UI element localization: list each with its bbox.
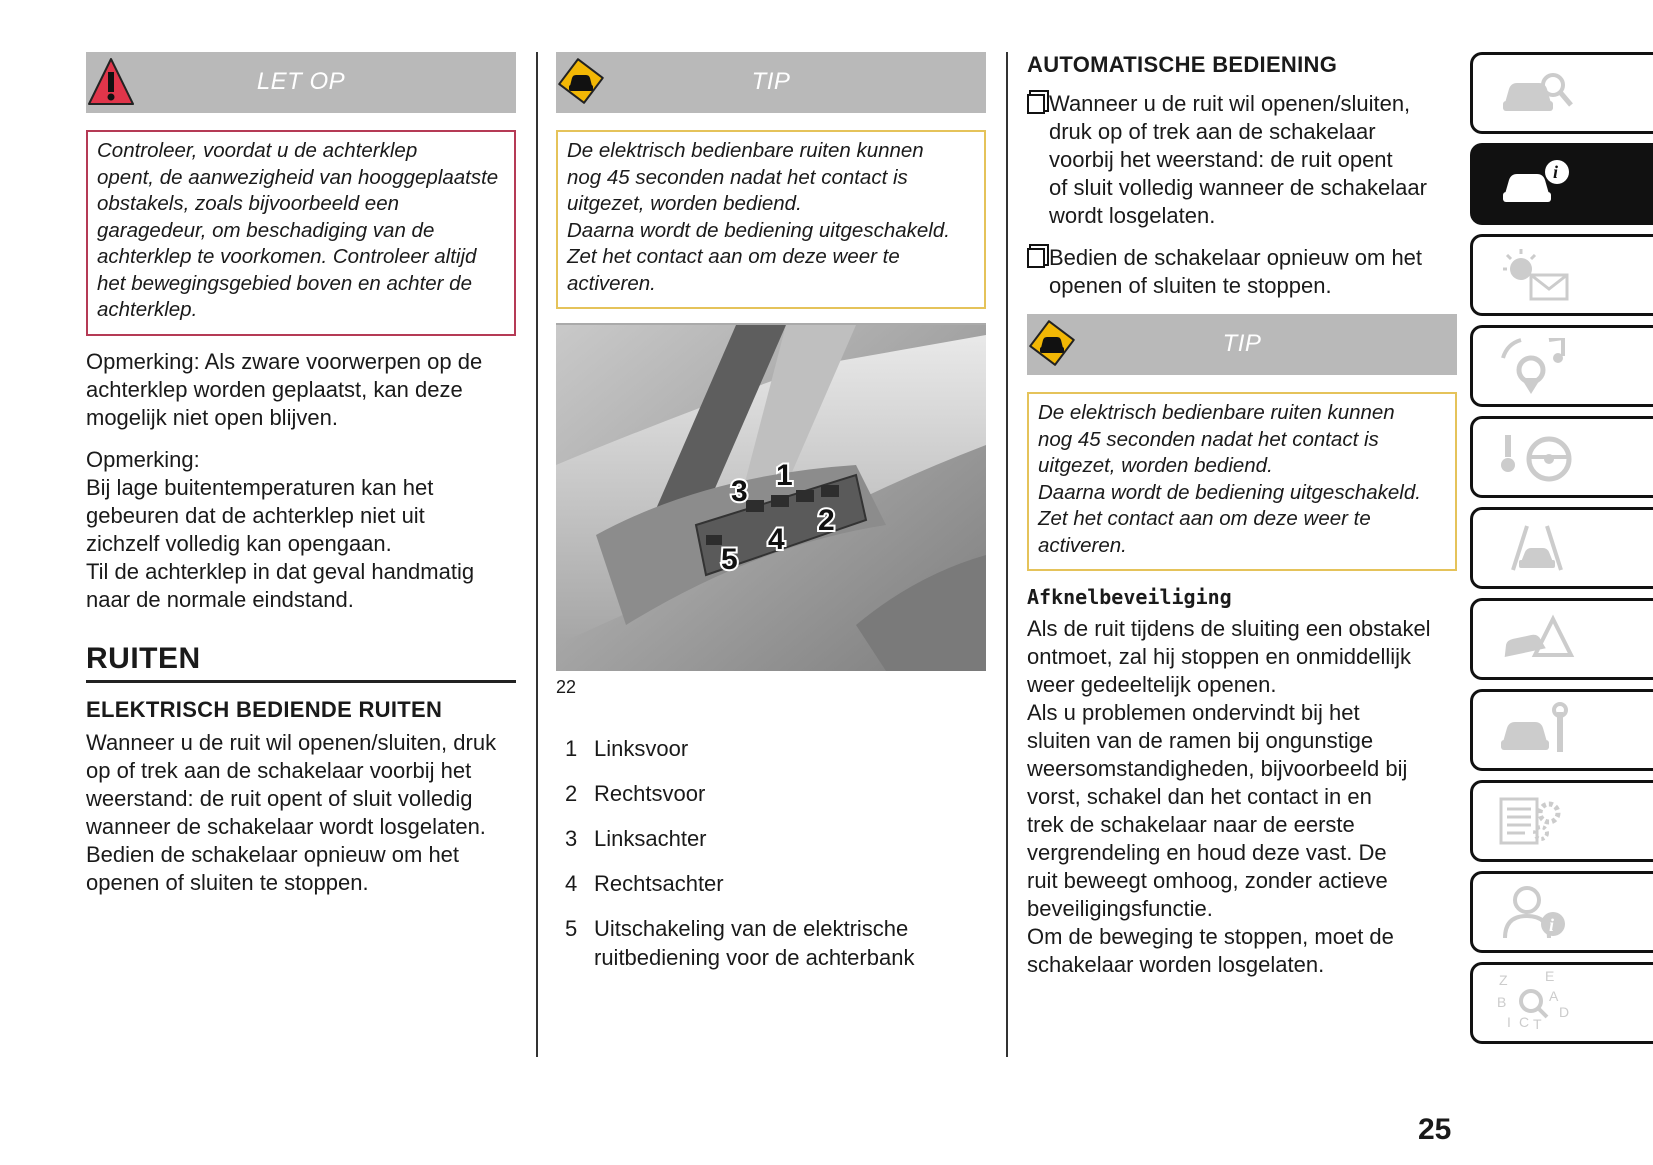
tip-text: De elektrisch bedienbare ruiten kunnen nog 45 seconden nadat het contact is uitgezet, worden bediend. Daarna wordt de bediening uitgeschakeld. Zet het contact aan om deze weer te activeren. bbox=[1027, 392, 1457, 571]
automatic-heading: AUTOMATISCHE BEDIENING bbox=[1027, 52, 1338, 77]
anti-pinch-heading: Afknelbeveiliging bbox=[1027, 585, 1232, 609]
tip-title: TIP bbox=[1222, 330, 1262, 357]
svg-text:i: i bbox=[1553, 162, 1559, 182]
svg-text:Z: Z bbox=[1499, 972, 1508, 988]
tab-car-search[interactable] bbox=[1470, 52, 1653, 134]
tab-technical-data[interactable] bbox=[1470, 780, 1653, 862]
chapter-tabs bbox=[1470, 52, 1653, 1053]
tab-car-info[interactable] bbox=[1470, 143, 1653, 225]
figure-callout-5: 5 bbox=[721, 543, 738, 576]
warning-header bbox=[86, 52, 516, 113]
note-1: Opmerking: Als zware voorwerpen op de bbox=[86, 348, 483, 374]
tab-driving[interactable] bbox=[1470, 507, 1653, 589]
technical-data-icon bbox=[1497, 793, 1577, 849]
checkbox-bullet-icon bbox=[1027, 90, 1049, 230]
figure-callout-4: 4 bbox=[768, 523, 785, 556]
figure-callout-2: 2 bbox=[818, 504, 835, 537]
tab-index[interactable] bbox=[1470, 962, 1653, 1044]
tab-maintenance[interactable] bbox=[1470, 689, 1653, 771]
note-2-label: Opmerking: bbox=[86, 446, 200, 472]
bullet-item: Bedien de schakelaar opnieuw om het openen of sluiten te stoppen. bbox=[1027, 244, 1457, 300]
page-number: 25 bbox=[1418, 1113, 1452, 1146]
svg-text:D: D bbox=[1559, 1004, 1570, 1020]
svg-text:I: I bbox=[1507, 1014, 1511, 1030]
legend-item: 1 Linksvoor bbox=[565, 736, 689, 761]
warning-title: LET OP bbox=[256, 68, 346, 95]
section-title: RUITEN bbox=[86, 641, 201, 675]
column-middle bbox=[556, 52, 986, 988]
tab-warning-lights[interactable] bbox=[1470, 234, 1653, 316]
tip-text: De elektrisch bedienbare ruiten kunnen nog 45 seconden nadat het contact is uitgezet, worden bediend. Daarna wordt de bediening uitgeschakeld. Zet het contact aan om deze weer te activeren. bbox=[556, 130, 986, 309]
tip-title: TIP bbox=[751, 68, 791, 95]
checkbox-bullet-icon bbox=[1027, 244, 1049, 300]
tab-media[interactable] bbox=[1470, 325, 1653, 407]
svg-text:E: E bbox=[1545, 971, 1555, 984]
svg-text:i: i bbox=[1549, 915, 1555, 935]
warning-light-message-icon bbox=[1497, 247, 1577, 303]
door-panel-illustration bbox=[556, 325, 986, 671]
svg-text:A: A bbox=[1549, 988, 1559, 1004]
warning-text: Controleer, voordat u de achterklep opent, de aanwezigheid van hooggeplaatste obstakels, zoals bijvoorbeeld een garagedeur, om beschadiging van de achterklep te voorkomen. Controleer altijd het bewegingsgebied boven en achter de achterklep. bbox=[86, 130, 516, 336]
customer-info-icon bbox=[1497, 884, 1577, 940]
legend-item: 2 Rechtsvoor bbox=[565, 781, 706, 806]
column-divider bbox=[1006, 52, 1008, 1057]
figure-callout-3: 3 bbox=[731, 475, 748, 508]
figure-number: 22 bbox=[556, 677, 577, 697]
emergency-icon bbox=[1497, 611, 1577, 667]
svg-text:T: T bbox=[1533, 1016, 1542, 1031]
svg-text:B: B bbox=[1497, 994, 1507, 1010]
figure-legend bbox=[556, 734, 986, 972]
column-divider bbox=[536, 52, 538, 1057]
column-left: LET OP Controleer, voordat u de achterklep opent, de aanwezigheid van hooggeplaatste obstakels, zoals bijvoorbeeld een garagedeur, om beschadiging van de achterklep te voorkomen. Controleer altijd het bewegingsgebied boven en achter de achterklep. Opmerking: Als zware voorwerpen op de achterklep worden geplaatst, kan deze mogelijk niet open blijven. Opmerking: Bij lage buitentemperaturen kan het gebeuren dat de achterklep niet uit zichzelf volledig kan opengaan. Til de achterklep in dat geval handmatig naar de normale eindstand. RUITEN ELEKTRISCH BEDIENDE RUITEN Wanneer u de ruit wil openen/sluiten, druk op of trek aan de schakelaar voorbij het weerstand: de ruit opent of sluit volledig wanneer de schakelaar wordt losgelaten. Bedien de schakelaar opnieuw om het openen of sluiten te stoppen. bbox=[86, 52, 516, 897]
figure-callout-1: 1 bbox=[776, 459, 793, 492]
maintenance-icon bbox=[1497, 702, 1577, 758]
subsection-title: ELEKTRISCH BEDIENDE RUITEN bbox=[86, 696, 443, 722]
tab-emergency[interactable] bbox=[1470, 598, 1653, 680]
driving-assist-icon bbox=[1497, 520, 1577, 576]
car-info-icon bbox=[1497, 156, 1577, 212]
tab-steering[interactable] bbox=[1470, 416, 1653, 498]
media-navigation-icon bbox=[1497, 338, 1577, 394]
legend-item: 4 Rechtsachter bbox=[565, 871, 724, 896]
index-icon bbox=[1497, 971, 1577, 1031]
svg-text:C: C bbox=[1519, 1014, 1530, 1030]
door-panel-figure bbox=[556, 323, 986, 671]
tip-header bbox=[1027, 314, 1457, 375]
legend-item: 5 Uitschakeling van de elektrische ruitbediening voor de achterbank bbox=[565, 916, 915, 970]
tip-header bbox=[556, 52, 986, 113]
bullet-item: Wanneer u de ruit wil openen/sluiten, druk op of trek aan de schakelaar voorbij het weerstand: de ruit opent of sluit volledig wanneer de schakelaar wordt losgelaten. bbox=[1027, 90, 1457, 230]
steering-wheel-icon bbox=[1497, 429, 1577, 485]
car-search-icon bbox=[1497, 65, 1577, 121]
tab-customer-info[interactable] bbox=[1470, 871, 1653, 953]
column-right: AUTOMATISCHE BEDIENING Wanneer u de ruit wil openen/sluiten, druk op of trek aan de schakelaar voorbij het weerstand: de ruit opent of sluit volledig wanneer de schakelaar wordt losgelaten. Bedien de schakelaar opnieuw om het openen of sluiten te stoppen. TIP De elektrisch bedienbare ruiten kunnen nog 45 seconden nadat het contact is uitgezet, worden bediend. Daarna wordt de bediening uitgeschakeld. Zet het contact aan om deze weer te activeren. Afknelbeveiliging Als de ruit tijdens de sluiting een obstakel ontmoet, zal hij stoppen en onmiddellijk weer gedeeltelijk openen. Als u problemen ondervindt bij het sluiten van de ramen bij ongunstige weersomstandigheden, bijvoorbeeld bij vorst, schakel dan het contact in en trek de schakelaar naar de eerste vergrendeling en houd deze vast. De ruit beweegt omhoog, zonder actieve beveiligingsfunctie. Om de beweging te stoppen, moet de schakelaar worden losgelaten. bbox=[1027, 52, 1457, 979]
legend-item: 3 Linksachter bbox=[565, 826, 707, 851]
